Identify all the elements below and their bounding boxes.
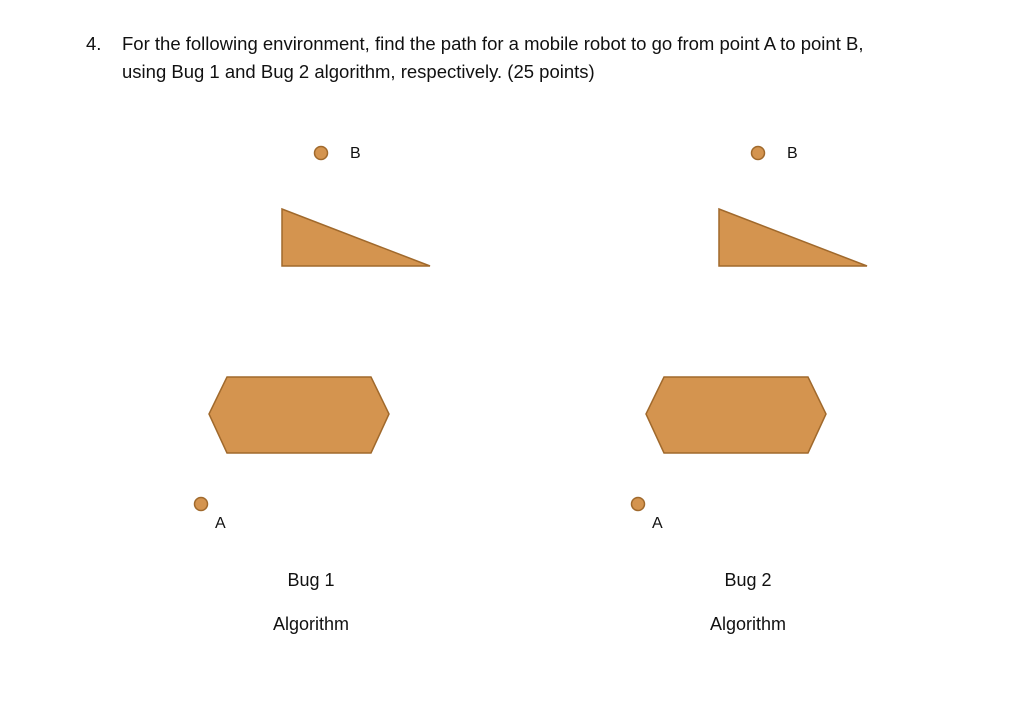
algorithm-caption: Algorithm: [272, 614, 350, 634]
hexagon-obstacle: [209, 377, 389, 453]
algorithm-caption: Algorithm: [709, 614, 787, 634]
triangle-obstacle: [282, 209, 430, 266]
panel-bug1: [195, 145, 431, 634]
panel-bug2: [632, 145, 868, 634]
start-label: A: [215, 515, 226, 532]
goal-point-b: [315, 147, 328, 160]
hexagon-obstacle: [646, 377, 826, 453]
question-number: 4.: [86, 33, 102, 54]
algorithm-name: Bug 1: [287, 570, 335, 590]
goal-label: B: [350, 145, 361, 162]
start-point-a: [195, 498, 208, 511]
goal-point-b: [752, 147, 765, 160]
start-point-a: [632, 498, 645, 511]
question-line-1: For the following environment, find the path for a mobile robot to go from point A to point B,: [122, 33, 864, 54]
goal-label: B: [787, 145, 798, 162]
triangle-obstacle: [719, 209, 867, 266]
start-label: A: [652, 515, 663, 532]
algorithm-name: Bug 2: [724, 570, 772, 590]
question-line-2: using Bug 1 and Bug 2 algorithm, respectively. (25 points): [122, 61, 595, 82]
